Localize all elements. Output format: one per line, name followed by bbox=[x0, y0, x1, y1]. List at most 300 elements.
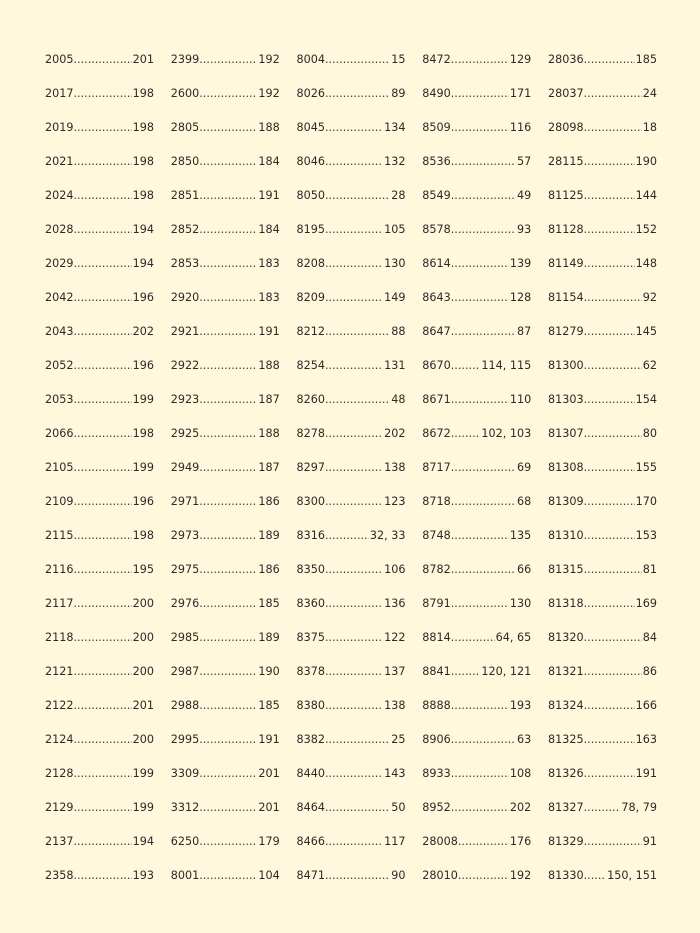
index-entry bbox=[548, 527, 657, 561]
index-entry bbox=[297, 799, 406, 833]
entry-number: 81154 bbox=[548, 291, 584, 304]
dot-leader bbox=[584, 391, 635, 409]
page-reference: 114, 115 bbox=[480, 357, 531, 375]
entry-number: 8045 bbox=[296, 121, 325, 134]
index-entry bbox=[45, 833, 154, 867]
page-reference: 199 bbox=[132, 391, 154, 409]
dot-leader bbox=[73, 51, 131, 69]
dot-leader bbox=[451, 289, 509, 307]
page-reference: 137 bbox=[383, 663, 405, 681]
page-reference: 183 bbox=[257, 255, 279, 273]
page-reference: 185 bbox=[257, 595, 279, 613]
entry-number: 8046 bbox=[296, 155, 325, 168]
entry-number: 28036 bbox=[548, 53, 584, 66]
dot-leader bbox=[73, 663, 131, 681]
page-reference: 184 bbox=[257, 221, 279, 239]
entry-number: 8004 bbox=[296, 53, 325, 66]
page-reference: 191 bbox=[635, 765, 657, 783]
dot-leader bbox=[199, 425, 257, 443]
entry-number: 2922 bbox=[170, 359, 200, 372]
index-entry bbox=[422, 595, 531, 629]
dot-leader bbox=[73, 221, 131, 239]
dot-leader bbox=[451, 799, 509, 817]
dot-leader bbox=[451, 391, 509, 409]
entry-number: 8536 bbox=[422, 155, 451, 168]
entry-number: 8375 bbox=[296, 631, 325, 644]
index-entry bbox=[297, 323, 406, 357]
dot-leader bbox=[73, 153, 131, 171]
entry-number: 8509 bbox=[422, 121, 451, 134]
entry-number: 8350 bbox=[296, 563, 325, 576]
entry-number: 2921 bbox=[170, 325, 200, 338]
entry-number: 8001 bbox=[170, 869, 200, 882]
index-entry bbox=[45, 85, 154, 119]
dot-leader bbox=[199, 391, 257, 409]
index-entry bbox=[45, 289, 154, 323]
dot-leader bbox=[584, 833, 642, 851]
page-reference: 166 bbox=[635, 697, 657, 715]
index-entry bbox=[548, 595, 657, 629]
entry-number: 8440 bbox=[296, 767, 325, 780]
page-reference: 154 bbox=[635, 391, 657, 409]
dot-leader bbox=[584, 119, 642, 137]
page-reference: 198 bbox=[132, 153, 154, 171]
dot-leader bbox=[451, 561, 516, 579]
index-entry bbox=[171, 867, 280, 901]
dot-leader bbox=[451, 357, 481, 375]
index-entry bbox=[45, 391, 154, 425]
dot-leader bbox=[451, 51, 509, 69]
index-entry bbox=[171, 255, 280, 289]
entry-number: 3309 bbox=[170, 767, 200, 780]
dot-leader bbox=[73, 731, 131, 749]
page-reference: 192 bbox=[509, 867, 531, 885]
dot-leader bbox=[199, 527, 257, 545]
entry-number: 8380 bbox=[296, 699, 325, 712]
dot-leader bbox=[584, 731, 635, 749]
page-reference: 144 bbox=[635, 187, 657, 205]
page-reference: 189 bbox=[257, 629, 279, 647]
index-entry bbox=[297, 255, 406, 289]
entry-number: 2988 bbox=[170, 699, 200, 712]
page-reference: 198 bbox=[132, 119, 154, 137]
index-entry bbox=[422, 357, 531, 391]
index-entry bbox=[548, 85, 657, 119]
dot-leader bbox=[73, 697, 131, 715]
index-entry bbox=[45, 527, 154, 561]
dot-leader bbox=[199, 867, 257, 885]
index-entry bbox=[171, 799, 280, 833]
index-entry bbox=[422, 799, 531, 833]
entry-number: 2117 bbox=[45, 597, 74, 610]
entry-number: 8195 bbox=[296, 223, 325, 236]
index-entry bbox=[297, 493, 406, 527]
page-reference: 200 bbox=[132, 663, 154, 681]
page-reference: 57 bbox=[516, 153, 531, 171]
page-reference: 194 bbox=[132, 221, 154, 239]
page-reference: 78, 79 bbox=[620, 799, 657, 817]
index-entry bbox=[297, 595, 406, 629]
dot-leader bbox=[325, 833, 383, 851]
dot-leader bbox=[584, 425, 642, 443]
page-reference: 200 bbox=[132, 731, 154, 749]
page-reference: 190 bbox=[257, 663, 279, 681]
index-entry bbox=[45, 731, 154, 765]
entry-number: 2129 bbox=[45, 801, 74, 814]
index-entry bbox=[171, 561, 280, 595]
dot-leader bbox=[199, 357, 257, 375]
entry-number: 8464 bbox=[296, 801, 325, 814]
index-entry bbox=[297, 289, 406, 323]
dot-leader bbox=[584, 187, 635, 205]
page-reference: 187 bbox=[257, 391, 279, 409]
index-column-2 bbox=[171, 51, 280, 901]
page-reference: 196 bbox=[132, 493, 154, 511]
page-reference: 202 bbox=[383, 425, 405, 443]
dot-leader bbox=[325, 697, 383, 715]
entry-number: 81308 bbox=[548, 461, 584, 474]
entry-number: 8300 bbox=[296, 495, 325, 508]
entry-number: 8748 bbox=[422, 529, 451, 542]
index-entry bbox=[171, 527, 280, 561]
page-reference: 198 bbox=[132, 527, 154, 545]
entry-number: 2358 bbox=[45, 869, 74, 882]
index-entry bbox=[171, 663, 280, 697]
index-entry bbox=[171, 629, 280, 663]
dot-leader bbox=[199, 697, 257, 715]
dot-leader bbox=[458, 867, 509, 885]
index-entry bbox=[548, 255, 657, 289]
entry-number: 2021 bbox=[45, 155, 74, 168]
entry-number: 8209 bbox=[296, 291, 325, 304]
dot-leader bbox=[73, 85, 131, 103]
entry-number: 28010 bbox=[422, 869, 458, 882]
page-reference: 196 bbox=[132, 289, 154, 307]
page-reference: 188 bbox=[257, 425, 279, 443]
dot-leader bbox=[584, 85, 642, 103]
entry-number: 2600 bbox=[170, 87, 200, 100]
index-entry bbox=[422, 629, 531, 663]
page-reference: 18 bbox=[642, 119, 657, 137]
dot-leader bbox=[73, 493, 131, 511]
page-reference: 200 bbox=[132, 629, 154, 647]
dot-leader bbox=[325, 629, 383, 647]
dot-leader bbox=[451, 731, 516, 749]
page-reference: 202 bbox=[132, 323, 154, 341]
entry-number: 8472 bbox=[422, 53, 451, 66]
entry-number: 81329 bbox=[548, 835, 584, 848]
entry-number: 2920 bbox=[170, 291, 200, 304]
dot-leader bbox=[325, 799, 390, 817]
dot-leader bbox=[325, 51, 390, 69]
dot-leader bbox=[451, 629, 495, 647]
entry-number: 2853 bbox=[170, 257, 200, 270]
dot-leader bbox=[73, 357, 131, 375]
page-reference: 143 bbox=[383, 765, 405, 783]
index-entry bbox=[45, 153, 154, 187]
index-entry bbox=[297, 119, 406, 153]
entry-number: 81125 bbox=[548, 189, 584, 202]
entry-number: 8933 bbox=[422, 767, 451, 780]
page-reference: 104 bbox=[257, 867, 279, 885]
dot-leader bbox=[451, 493, 516, 511]
entry-number: 8254 bbox=[296, 359, 325, 372]
index-entry bbox=[297, 663, 406, 697]
entry-number: 81325 bbox=[548, 733, 584, 746]
entry-number: 3312 bbox=[170, 801, 200, 814]
entry-number: 2975 bbox=[170, 563, 200, 576]
entry-number: 8952 bbox=[422, 801, 451, 814]
page-reference: 130 bbox=[509, 595, 531, 613]
page-reference: 32, 33 bbox=[369, 527, 406, 545]
dot-leader bbox=[584, 255, 635, 273]
page-reference: 192 bbox=[257, 51, 279, 69]
dot-leader bbox=[199, 493, 257, 511]
page-reference: 62 bbox=[642, 357, 657, 375]
index-entry bbox=[171, 85, 280, 119]
page-reference: 24 bbox=[642, 85, 657, 103]
dot-leader bbox=[199, 289, 257, 307]
entry-number: 8378 bbox=[296, 665, 325, 678]
page-reference: 110 bbox=[509, 391, 531, 409]
entry-number: 2124 bbox=[45, 733, 74, 746]
dot-leader bbox=[325, 459, 383, 477]
entry-number: 2851 bbox=[170, 189, 200, 202]
entry-number: 2995 bbox=[170, 733, 200, 746]
entry-number: 81279 bbox=[548, 325, 584, 338]
index-entry bbox=[422, 289, 531, 323]
entry-number: 2019 bbox=[45, 121, 74, 134]
entry-number: 2066 bbox=[45, 427, 74, 440]
page-reference: 145 bbox=[635, 323, 657, 341]
index-entry bbox=[171, 595, 280, 629]
dot-leader bbox=[451, 765, 509, 783]
dot-leader bbox=[584, 663, 642, 681]
page-reference: 64, 65 bbox=[495, 629, 532, 647]
index-entry bbox=[297, 629, 406, 663]
dot-leader bbox=[584, 799, 621, 817]
page-reference: 89 bbox=[390, 85, 405, 103]
index-page bbox=[45, 51, 657, 901]
index-entry bbox=[171, 153, 280, 187]
dot-leader bbox=[584, 357, 642, 375]
page-reference: 201 bbox=[257, 765, 279, 783]
entry-number: 2399 bbox=[170, 53, 200, 66]
page-reference: 193 bbox=[132, 867, 154, 885]
dot-leader bbox=[73, 867, 131, 885]
index-entry bbox=[171, 221, 280, 255]
entry-number: 81303 bbox=[548, 393, 584, 406]
page-reference: 25 bbox=[390, 731, 405, 749]
index-entry bbox=[297, 731, 406, 765]
entry-number: 2128 bbox=[45, 767, 74, 780]
page-reference: 123 bbox=[383, 493, 405, 511]
index-entry bbox=[45, 221, 154, 255]
index-entry bbox=[422, 153, 531, 187]
page-reference: 201 bbox=[132, 697, 154, 715]
page-reference: 15 bbox=[390, 51, 405, 69]
index-entry bbox=[548, 561, 657, 595]
index-entry bbox=[171, 765, 280, 799]
index-entry bbox=[297, 561, 406, 595]
page-reference: 105 bbox=[383, 221, 405, 239]
page-reference: 130 bbox=[383, 255, 405, 273]
dot-leader bbox=[451, 255, 509, 273]
entry-number: 28008 bbox=[422, 835, 458, 848]
page-reference: 120, 121 bbox=[480, 663, 531, 681]
page-reference: 171 bbox=[509, 85, 531, 103]
dot-leader bbox=[199, 833, 257, 851]
dot-leader bbox=[73, 799, 131, 817]
entry-number: 8316 bbox=[296, 529, 325, 542]
entry-number: 2923 bbox=[170, 393, 200, 406]
dot-leader bbox=[199, 629, 257, 647]
entry-number: 81128 bbox=[548, 223, 584, 236]
dot-leader bbox=[584, 867, 607, 885]
index-entry bbox=[45, 765, 154, 799]
index-entry bbox=[422, 527, 531, 561]
index-entry bbox=[45, 561, 154, 595]
page-reference: 169 bbox=[635, 595, 657, 613]
index-entry bbox=[45, 629, 154, 663]
page-reference: 139 bbox=[509, 255, 531, 273]
entry-number: 81307 bbox=[548, 427, 584, 440]
index-entry bbox=[297, 459, 406, 493]
entry-number: 2028 bbox=[45, 223, 74, 236]
entry-number: 8208 bbox=[296, 257, 325, 270]
entry-number: 2976 bbox=[170, 597, 200, 610]
dot-leader bbox=[451, 459, 516, 477]
dot-leader bbox=[325, 425, 383, 443]
page-reference: 150, 151 bbox=[606, 867, 657, 885]
index-entry bbox=[422, 697, 531, 731]
index-entry bbox=[422, 221, 531, 255]
entry-number: 81149 bbox=[548, 257, 584, 270]
page-reference: 87 bbox=[516, 323, 531, 341]
page-reference: 195 bbox=[132, 561, 154, 579]
entry-number: 8278 bbox=[296, 427, 325, 440]
dot-leader bbox=[325, 561, 383, 579]
page-reference: 201 bbox=[257, 799, 279, 817]
entry-number: 81324 bbox=[548, 699, 584, 712]
dot-leader bbox=[325, 289, 383, 307]
index-entry bbox=[171, 51, 280, 85]
page-reference: 187 bbox=[257, 459, 279, 477]
page-reference: 186 bbox=[257, 493, 279, 511]
page-reference: 183 bbox=[257, 289, 279, 307]
entry-number: 8260 bbox=[296, 393, 325, 406]
entry-number: 81300 bbox=[548, 359, 584, 372]
dot-leader bbox=[584, 765, 635, 783]
entry-number: 8382 bbox=[296, 733, 325, 746]
entry-number: 2925 bbox=[170, 427, 200, 440]
dot-leader bbox=[584, 153, 635, 171]
entry-number: 2971 bbox=[170, 495, 200, 508]
index-entry bbox=[422, 663, 531, 697]
dot-leader bbox=[584, 697, 635, 715]
entry-number: 8360 bbox=[296, 597, 325, 610]
dot-leader bbox=[584, 595, 635, 613]
page-reference: 148 bbox=[635, 255, 657, 273]
dot-leader bbox=[199, 323, 257, 341]
page-reference: 196 bbox=[132, 357, 154, 375]
dot-leader bbox=[584, 527, 635, 545]
index-entry bbox=[548, 153, 657, 187]
page-reference: 188 bbox=[257, 357, 279, 375]
index-entry bbox=[45, 697, 154, 731]
page-reference: 202 bbox=[509, 799, 531, 817]
entry-number: 8670 bbox=[422, 359, 451, 372]
dot-leader bbox=[325, 153, 383, 171]
page-reference: 189 bbox=[257, 527, 279, 545]
page-reference: 138 bbox=[383, 459, 405, 477]
page-reference: 188 bbox=[257, 119, 279, 137]
entry-number: 8906 bbox=[422, 733, 451, 746]
index-entry bbox=[297, 833, 406, 867]
dot-leader bbox=[199, 663, 257, 681]
index-entry bbox=[297, 187, 406, 221]
dot-leader bbox=[325, 595, 383, 613]
page-reference: 152 bbox=[635, 221, 657, 239]
index-entry bbox=[171, 833, 280, 867]
index-entry bbox=[171, 459, 280, 493]
index-entry bbox=[548, 765, 657, 799]
page-reference: 193 bbox=[509, 697, 531, 715]
index-entry bbox=[548, 799, 657, 833]
index-entry bbox=[45, 51, 154, 85]
index-entry bbox=[422, 493, 531, 527]
dot-leader bbox=[199, 187, 257, 205]
entry-number: 28098 bbox=[548, 121, 584, 134]
page-reference: 80 bbox=[642, 425, 657, 443]
page-reference: 194 bbox=[132, 255, 154, 273]
page-reference: 199 bbox=[132, 459, 154, 477]
page-reference: 149 bbox=[383, 289, 405, 307]
dot-leader bbox=[325, 867, 390, 885]
entry-number: 8614 bbox=[422, 257, 451, 270]
index-entry bbox=[548, 731, 657, 765]
index-column-3 bbox=[297, 51, 406, 901]
entry-number: 8791 bbox=[422, 597, 451, 610]
page-reference: 201 bbox=[132, 51, 154, 69]
entry-number: 81309 bbox=[548, 495, 584, 508]
index-entry bbox=[422, 867, 531, 901]
entry-number: 28115 bbox=[548, 155, 584, 168]
entry-number: 2987 bbox=[170, 665, 200, 678]
index-entry bbox=[45, 323, 154, 357]
dot-leader bbox=[73, 391, 131, 409]
page-reference: 81 bbox=[642, 561, 657, 579]
page-reference: 49 bbox=[516, 187, 531, 205]
page-reference: 191 bbox=[257, 323, 279, 341]
dot-leader bbox=[325, 731, 390, 749]
index-entry bbox=[548, 289, 657, 323]
entry-number: 81321 bbox=[548, 665, 584, 678]
index-entry bbox=[45, 799, 154, 833]
entry-number: 2053 bbox=[45, 393, 74, 406]
index-entry bbox=[45, 255, 154, 289]
dot-leader bbox=[458, 833, 509, 851]
dot-leader bbox=[584, 221, 635, 239]
page-reference: 63 bbox=[516, 731, 531, 749]
dot-leader bbox=[325, 119, 383, 137]
dot-leader bbox=[199, 153, 257, 171]
entry-number: 8466 bbox=[296, 835, 325, 848]
dot-leader bbox=[325, 391, 390, 409]
index-entry bbox=[548, 493, 657, 527]
entry-number: 6250 bbox=[170, 835, 200, 848]
index-entry bbox=[45, 187, 154, 221]
